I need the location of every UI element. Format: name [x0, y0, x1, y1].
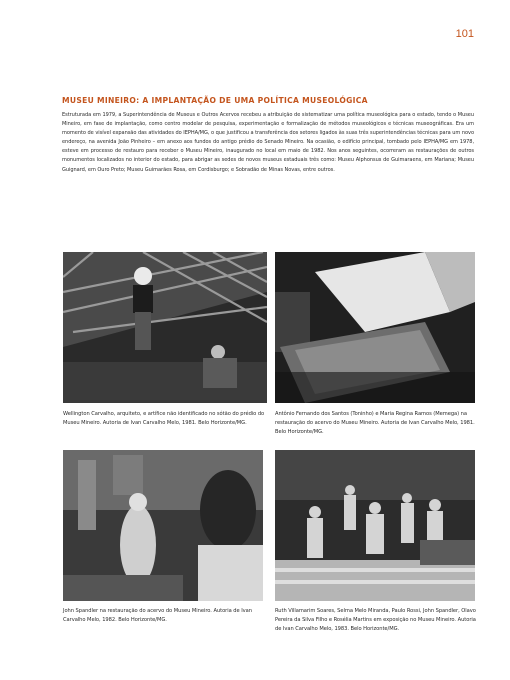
photo-sculpture-restoration: [63, 450, 263, 601]
photo-attic-caption: Wellington Carvalho, arquiteto, e artífice não identificado no sótão do prédio do Museu Mineiro. Autoria de Ivan Carvalho Melo, 1981. Belo Horizonte/MG.: [63, 411, 265, 426]
photo-sculpture-restoration-caption: John Spandler na restauração do acervo do Museu Mineiro. Autoria de Ivan Carvalho Melo, 1982. Belo Horizonte/MG.: [63, 608, 252, 623]
photo-restoration-canvas: [275, 252, 475, 403]
photo-restoration-canvas-image: [275, 252, 475, 403]
photo-sculpture-restoration-image: [63, 450, 263, 601]
photo-exhibition-group-image: [275, 450, 475, 601]
page-number: 101: [455, 28, 474, 40]
photo-exhibition-group-caption: Ruth Villamarim Soares, Selma Melo Miranda, Paulo Rossi, John Spandler, Olavo Pereira da Silva Filho e Rosélia Martins em exposição no Museu Mineiro. Autoria de Ivan Carvalho Melo, 1983. Belo Horizonte/MG.: [275, 608, 476, 632]
photo-attic-image: [63, 252, 267, 403]
photo-attic: [63, 252, 267, 403]
body-paragraph: Estruturada em 1979, a Superintendência de Museus e Outros Acervos recebeu a atribuição de sistematizar uma política museológica para o estado, tendo o Museu Mineiro, em fase de implantação, como centro modelar de pesquisa, experimentação e formalização de métodos museológicos e técnicas museográficas. Era um momento de visível expansão das atividades do IEPHA/MG, o que justificou a transferência dos setores ligados às suas três superintendências técnicas para um novo endereço, na avenida João Pinheiro – em anexo aos fundos do antigo prédio do Senado Mineiro. Na ocasião, o edifício principal, tombado pelo IEPHA/MG em 1978, esteve em processo de restauro para receber o Museu Mineiro, inaugurado no local em maio de 1982. Nos anos seguintes, ocorreram as restaurações de outros monumentos localizados no interior do estado, para abrigar as sedes de novos museus estaduais três como: Museu Alphonsus de Guimaraens, em Mariana; Museu Guignard, em Ouro Preto; Museu Guimarães Rosa, em Cordisburgo; e Sobradão de Minas Novas, entre outros.: [62, 112, 474, 173]
photo-exhibition-group: [275, 450, 475, 601]
section-title: MUSEU MINEIRO: A IMPLANTAÇÃO DE UMA POLÍTICA MUSEOLÓGICA: [62, 96, 368, 105]
photo-restoration-canvas-caption: Antônio Fernando dos Santos (Toninho) e Maria Regina Ramos (Memega) na restauração do acervo do Museu Mineiro. Autoria de Ivan Carvalho Melo, 1981. Belo Horizonte/MG.: [275, 411, 475, 435]
